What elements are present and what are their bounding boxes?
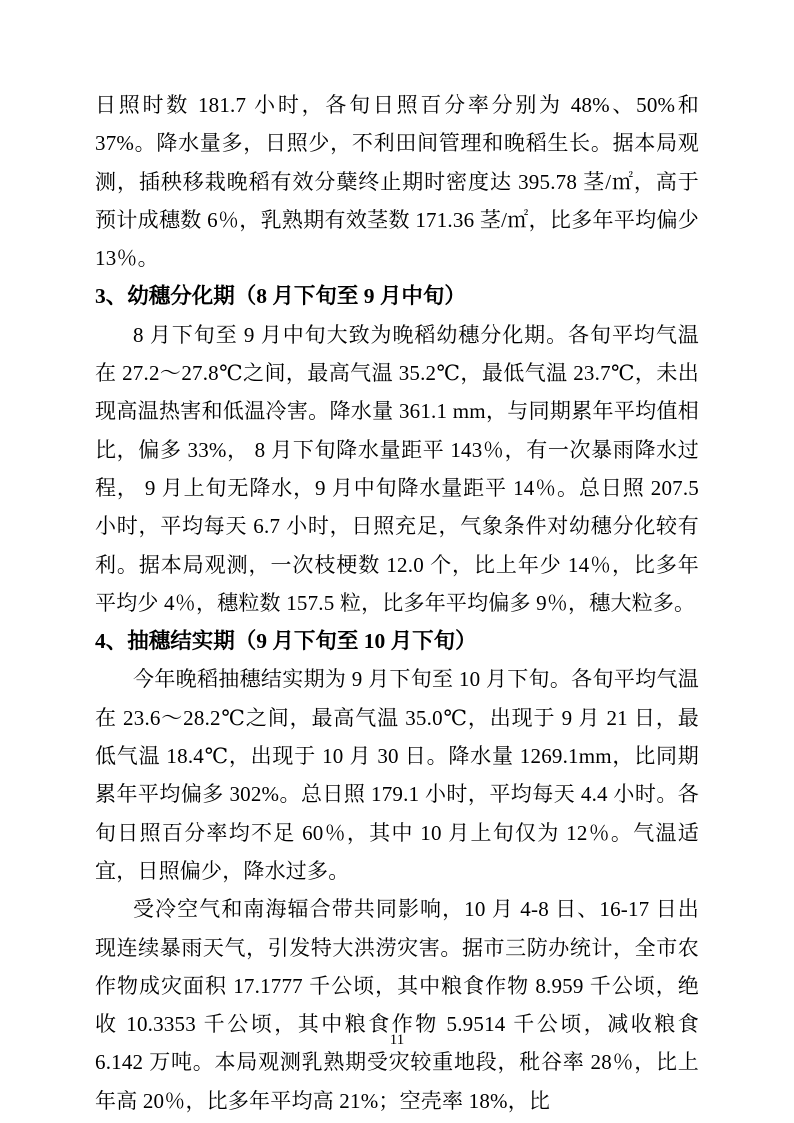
page-number: 11	[389, 1032, 405, 1048]
document-body	[95, 86, 699, 1120]
page-footer	[0, 1030, 794, 1050]
section-heading: 4、抽穗结实期（9 月下旬至 10 月下旬）	[95, 629, 477, 654]
body-paragraph: 8 月下旬至 9 月中旬大致为晚稻幼穗分化期。各旬平均气温在 27.2～27.8℃之间，最高气温 35.2℃，最低气温 23.7℃，未出现高温热害和低温冷害。降水量 361.1 mm，与同期累年平均值相比，偏多 33%， 8 月下旬降水量距平 143％，有一次暴雨降水过程， 9 月上旬无降水，9 月中旬降水量距平 14％。总日照 207.5 小时，平均每天 6.7 小时，日照充足，气象条件对幼穗分化较有利。据本局观测，一次枝梗数 12.0 个，比上年少 14％，比多年平均少 4％，穗粒数 157.5 粒，比多年平均偏多 9％，穗大粒多。	[95, 322, 699, 615]
body-paragraph: 受冷空气和南海辐合带共同影响，10 月 4-8 日、16-17 日出现连续暴雨天气，引发特大洪涝灾害。据市三防办统计，全市农作物成灾面积 17.1777 千公顷，其中粮食作物 8.959 千公顷，绝收 10.3353 千公顷，其中粮食作物 5.9514 千公顷，减收粮食 6.142 万吨。本局观测乳熟期受灾较重地段，秕谷率 28％，比上年高 20％，比多年平均高 21%；空壳率 18%，比	[95, 897, 699, 1113]
section-heading: 3、幼穗分化期（8 月下旬至 9 月中旬）	[95, 284, 466, 309]
body-paragraph: 今年晚稻抽穗结实期为 9 月下旬至 10 月下旬。各旬平均气温在 23.6～28.2℃之间，最高气温 35.0℃，出现于 9 月 21 日，最低气温 18.4℃，出现于 10 月 30 日。降水量 1269.1mm，比同期累年平均偏多 302%。总日照 179.1 小时，平均每天 4.4 小时。各旬日照百分率均不足 60％，其中 10 月上旬仅为 12％。气温适宜，日照偏少，降水过多。	[95, 667, 699, 883]
body-paragraph: 日照时数 181.7 小时，各旬日照百分率分别为 48%、50%和 37%。降水量多，日照少，不利田间管理和晚稻生长。据本局观测，插秧移栽晚稻有效分蘖终止期时密度达 395.78 茎/㎡，高于预计成穗数 6％，乳熟期有效茎数 171.36 茎/㎡，比多年平均偏少 13％。	[95, 93, 699, 271]
